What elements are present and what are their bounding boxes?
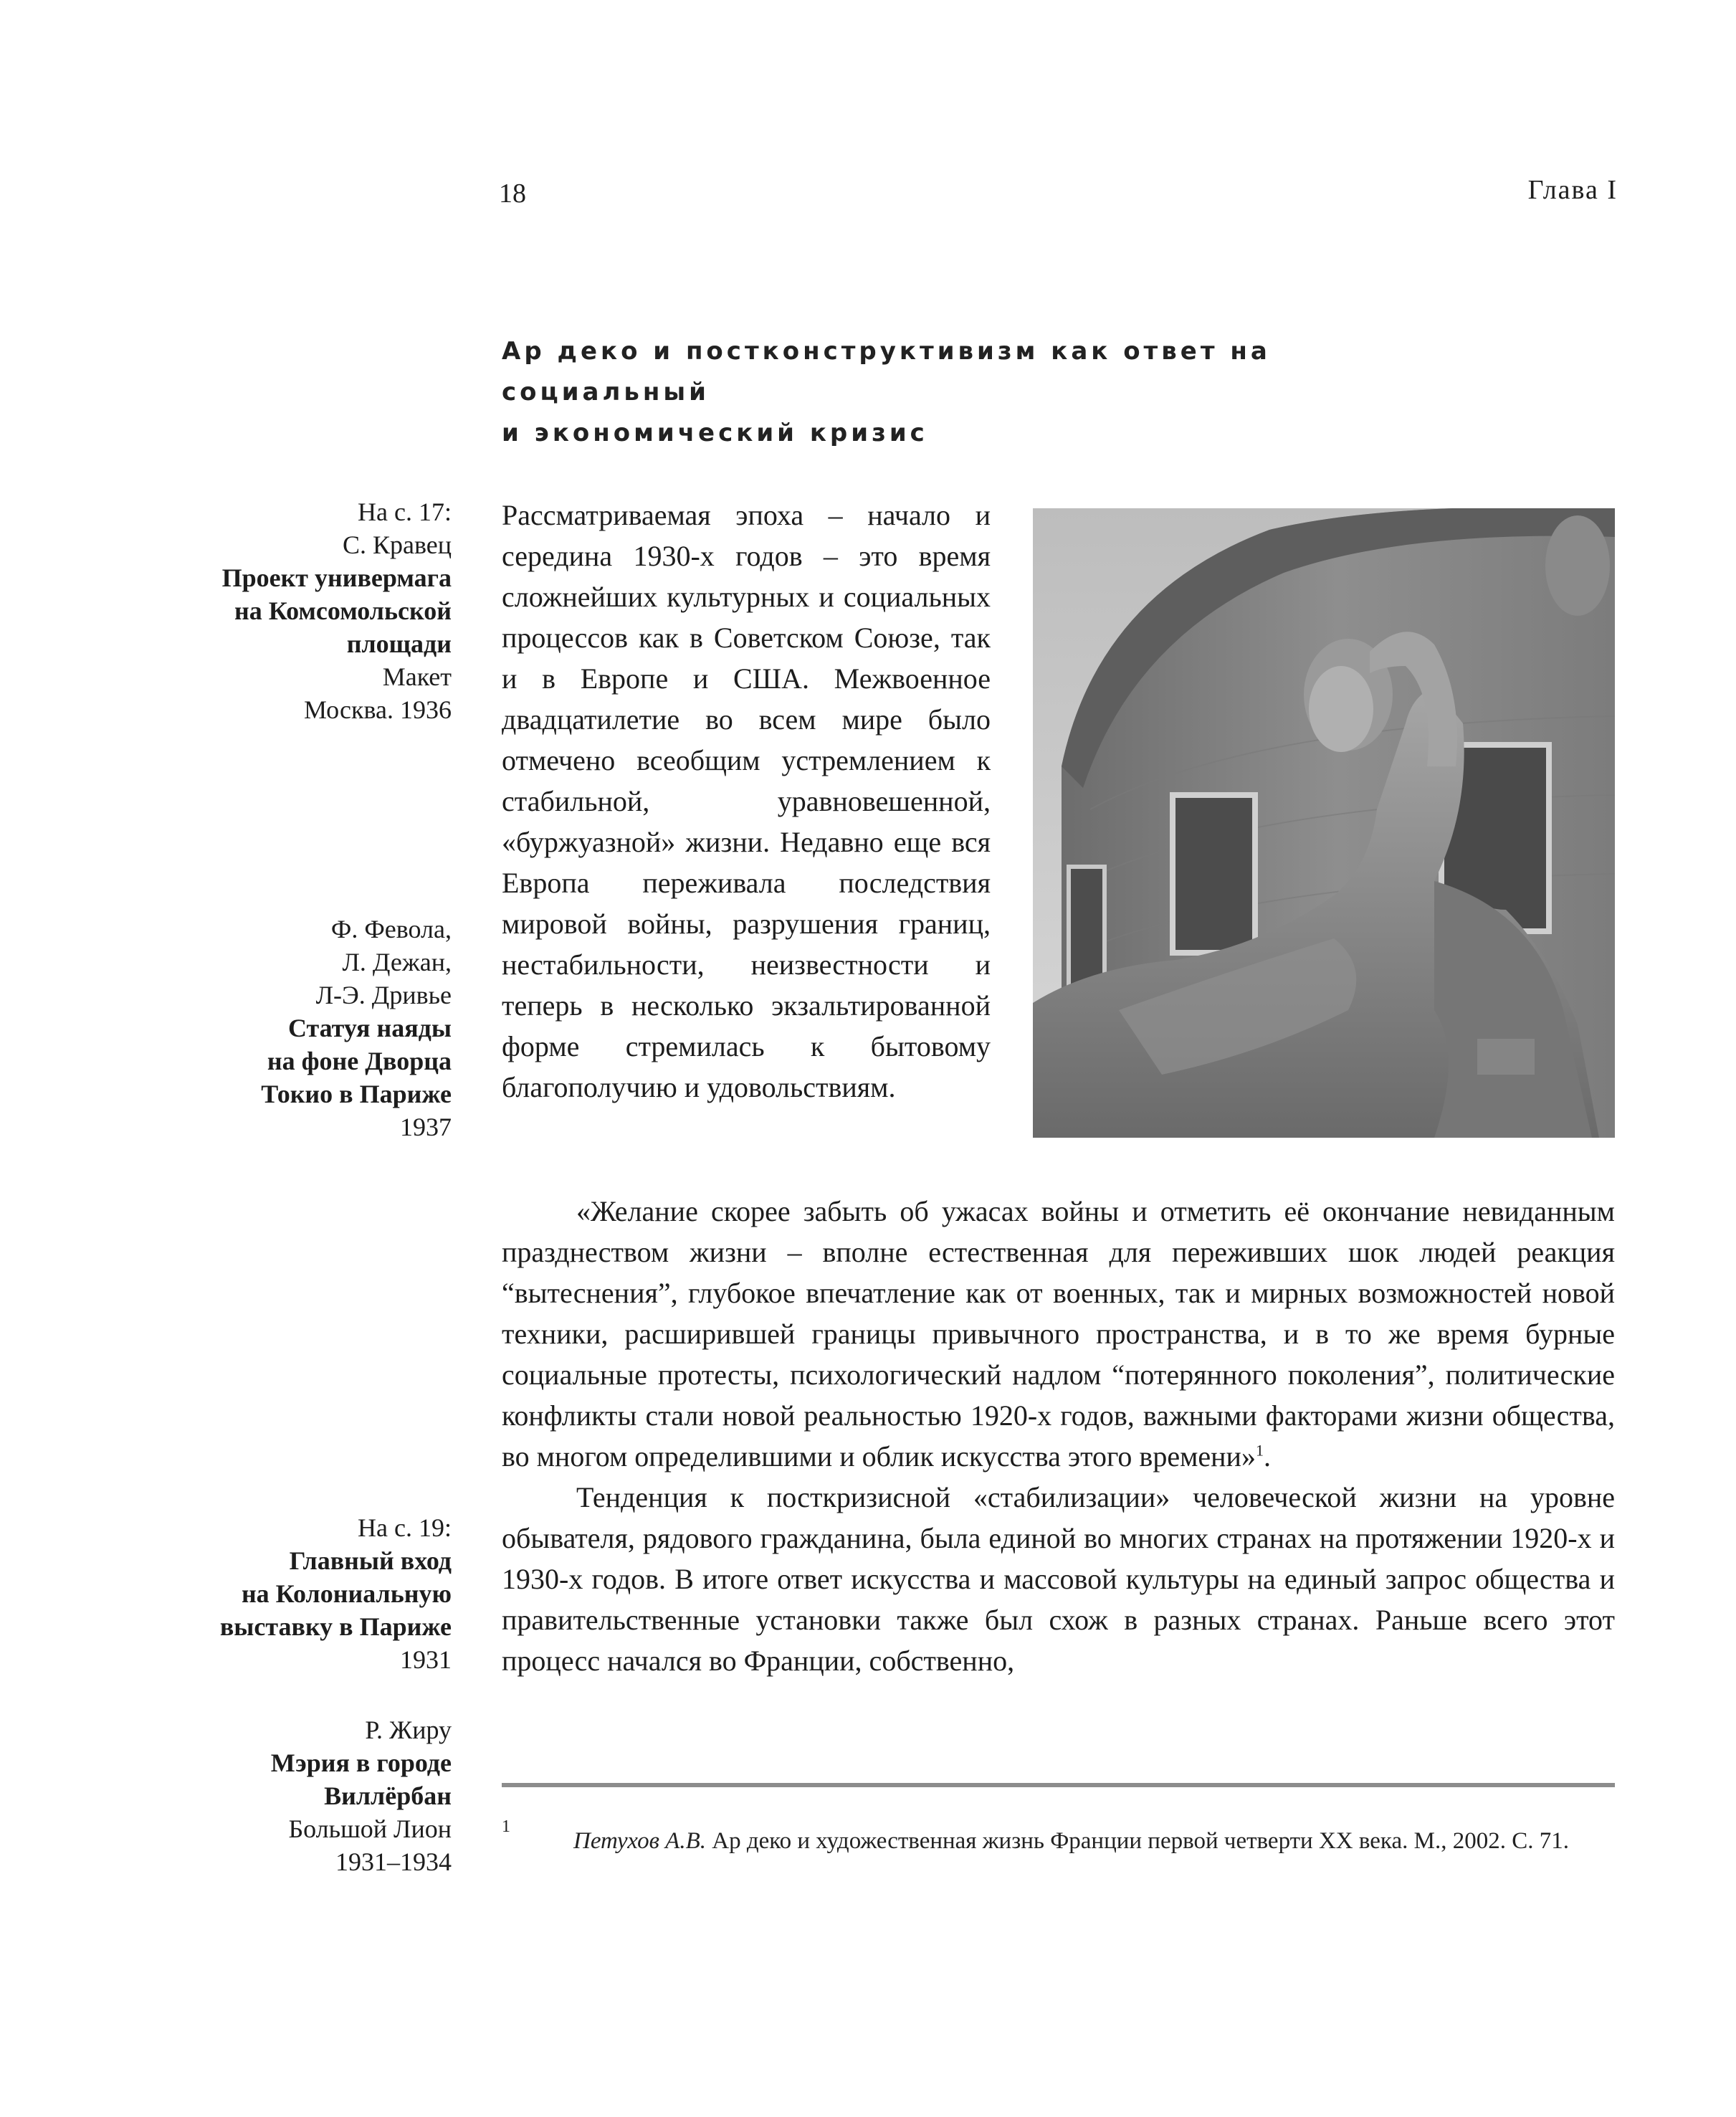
caption-title-line: Мэрия в городе (270, 1749, 452, 1777)
caption-detail: 1937 (400, 1113, 452, 1141)
page-number: 18 (499, 179, 526, 209)
caption-author: Ф. Февола, (330, 915, 452, 943)
caption-ref: На с. 17: (358, 498, 452, 526)
caption-title-line: на Колониальную (241, 1579, 452, 1608)
quote-paragraph: «Желание скорее забыть об ужасах войны и отметить её окончание невиданным празднеством жизни – вполне естественная для переживших шок людей реакция “вытеснения”, глубокое впечатление как от военных, так и мирных возможностей новой техники, расширившей границы привычного пространства, и в то же время бурные социальные протесты, психологический надлом “потерянного поколения”, политические конфликты стали новой реальностью 1920-х годов, важными факторами жизни общества, во многом определившими и облик искусства этого времени»$^1$. (502, 1195, 1615, 1473)
section-title (502, 331, 1434, 454)
quote-text: «Желание скорее забыть об ужасах войны и отметить её окончание невиданным празднеством жизни – вполне естественная для переживших шок людей реакция “вытеснения”, глубокое впечатление как от военных, так и мирных возможностей новой техники, расширившей границы привычного пространства, и в то же время бурные социальные протесты, психологический надлом “потерянного поколения”, политические конфликты стали новой реальностью 1920-х годов, важными факторами жизни общества, во многом определившими и облик искусства этого времени» (502, 1195, 1615, 1473)
caption-villeurbanne-townhall (122, 1713, 452, 1878)
caption-detail: Москва. 1936 (304, 695, 452, 724)
caption-title-line: Виллёрбан (324, 1781, 452, 1810)
section-title-line-2: и экономический кризис (502, 419, 928, 447)
caption-title-line: Главный вход (289, 1546, 452, 1575)
caption-author: Р. Жиру (365, 1716, 452, 1744)
caption-detail: 1931–1934 (335, 1847, 452, 1876)
caption-title-line: на фоне Дворца (267, 1047, 452, 1075)
caption-author: Л. Дежан, (342, 948, 452, 976)
caption-page-17-project (122, 495, 452, 726)
intro-text: Рассматриваемая эпоха – начало и середина 1930-х годов – это время сложнейших культурных и социальных процессов как в Советском Союзе, так и в Европе и США. Межвоенное двадцатилетие во всем мире было отмечено всеобщим устремлением к стабильной, уравновешенной, «буржуазной» жизни. Недавно еще вся Европа переживала последствия мировой войны, разрушения границ, нестабильности, неизвестности и теперь в несколько экзальтированной форме стремилась к бытовому благополучию и удовольствиям. (502, 499, 991, 1103)
caption-detail: Макет (382, 662, 452, 691)
footnote-author: Петухов А.В. (573, 1828, 706, 1854)
naiad-statue-photo (1033, 508, 1615, 1138)
caption-detail: Большой Лион (288, 1814, 452, 1843)
caption-ref: На с. 19: (358, 1513, 452, 1542)
section-title-line-1: Ар деко и постконструктивизм как ответ на социальный (502, 337, 1271, 406)
footnote-divider (502, 1783, 1615, 1787)
body-intro-paragraph (502, 495, 991, 1108)
caption-detail: 1931 (400, 1645, 452, 1674)
caption-author: Л-Э. Дривье (315, 981, 452, 1009)
footnote-marker: 1 (502, 1817, 510, 1836)
body-main (502, 1191, 1615, 1681)
caption-page-19-colonial-expo (122, 1511, 452, 1676)
caption-title-line: площади (346, 629, 452, 658)
caption-title-line: на Комсомольской (234, 596, 452, 625)
paragraph-stabilization: Тенденция к посткризисной «стабилизации» человеческой жизни на уровне обывателя, рядового гражданина, была единой во многих странах на протяжении 1920-х и 1930-х годов. В итоге ответ искусства и массовой культуры на единый запрос общества и правительственные установки также был схож в разных странах. Раньше всего этот процесс начался во Франции, собственно, (502, 1481, 1615, 1677)
footnote-text (573, 1821, 1591, 1862)
footnote-reference[interactable]: 1 (1255, 1441, 1264, 1460)
caption-naiad-statue (122, 913, 452, 1143)
footnote-citation: Ар деко и художественная жизнь Франции первой четверти XX века. М., 2002. С. 71. (705, 1828, 1569, 1854)
caption-title-line: Проект универмага (221, 563, 452, 592)
running-head: Глава I (1527, 175, 1618, 205)
caption-title-line: Токио в Париже (261, 1080, 452, 1108)
caption-title-line: Статуя наяды (287, 1014, 452, 1042)
caption-title-line: выставку в Париже (219, 1612, 452, 1641)
caption-author: С. Кравец (342, 531, 452, 559)
